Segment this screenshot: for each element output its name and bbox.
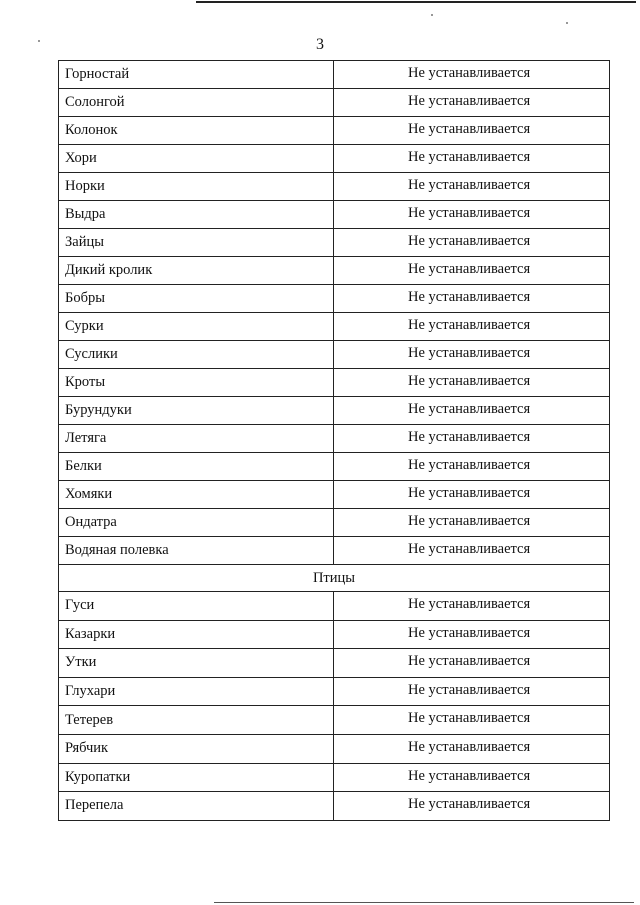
scan-top-rule — [196, 1, 636, 3]
species-name-cell: Водяная полевка — [59, 537, 334, 564]
table-row — [58, 481, 610, 509]
mammal-rows — [58, 61, 610, 565]
scan-speck — [431, 14, 433, 16]
species-name-cell: Суслики — [59, 341, 334, 368]
limit-status-cell: Не устанавливается — [408, 541, 531, 557]
limit-status-cell: Не устанавливается — [408, 177, 531, 193]
species-name-cell: Солонгой — [59, 89, 334, 116]
limit-status-cell: Не устанавливается — [408, 93, 531, 109]
limit-status-cell: Не устанавливается — [408, 205, 531, 221]
table-row — [58, 678, 610, 707]
scan-speck — [566, 22, 568, 24]
table-row — [58, 285, 610, 313]
table-row — [58, 201, 610, 229]
species-name-cell: Хори — [59, 145, 334, 172]
species-name-cell: Сурки — [59, 313, 334, 340]
species-name-cell: Казарки — [59, 621, 334, 649]
table-row — [58, 649, 610, 678]
limit-status-cell: Не устанавливается — [408, 681, 531, 698]
page-number: 3 — [316, 36, 324, 53]
limit-status-cell: Не устанавливается — [408, 65, 531, 81]
species-name-cell: Норки — [59, 173, 334, 200]
limit-status-cell: Не устанавливается — [408, 485, 531, 501]
quota-table — [58, 60, 610, 821]
species-name-cell: Тетерев — [59, 706, 334, 734]
table-row — [58, 229, 610, 257]
species-name-cell: Гуси — [59, 592, 334, 620]
table-row — [58, 369, 610, 397]
species-name-cell: Глухари — [59, 678, 334, 706]
species-name-cell: Куропатки — [59, 764, 334, 792]
table-row — [58, 706, 610, 735]
table-row — [58, 537, 610, 565]
limit-status-cell: Не устанавливается — [408, 796, 531, 813]
table-row — [58, 145, 610, 173]
limit-status-cell: Не устанавливается — [408, 289, 531, 305]
table-row — [58, 509, 610, 537]
table-row — [58, 425, 610, 453]
species-name-cell: Бобры — [59, 285, 334, 312]
limit-status-cell: Не устанавливается — [408, 261, 531, 277]
limit-status-cell: Не устанавливается — [408, 373, 531, 389]
limit-status-cell: Не устанавливается — [408, 401, 531, 417]
scan-bottom-rule — [214, 902, 634, 903]
limit-status-cell: Не устанавливается — [408, 596, 531, 612]
birds-section-header: Птицы — [58, 565, 610, 592]
species-name-cell: Выдра — [59, 201, 334, 228]
bird-rows — [58, 592, 610, 821]
table-row — [58, 173, 610, 201]
limit-status-cell: Не устанавливается — [408, 457, 531, 473]
limit-status-cell: Не устанавливается — [408, 121, 531, 137]
limit-status-cell: Не устанавливается — [408, 317, 531, 333]
table-row — [58, 792, 610, 821]
species-name-cell: Ондатра — [59, 509, 334, 536]
species-name-cell: Дикий кролик — [59, 257, 334, 284]
species-name-cell: Летяга — [59, 425, 334, 452]
species-name-cell: Белки — [59, 453, 334, 480]
table-row — [58, 735, 610, 764]
species-name-cell: Перепела — [59, 792, 334, 820]
table-row — [58, 621, 610, 650]
limit-status-cell: Не устанавливается — [408, 513, 531, 529]
limit-status-cell: Не устанавливается — [408, 233, 531, 249]
species-name-cell: Бурундуки — [59, 397, 334, 424]
limit-status-cell: Не устанавливается — [408, 653, 531, 670]
table-row — [58, 764, 610, 793]
limit-status-cell: Не устанавливается — [408, 710, 531, 727]
species-name-cell: Зайцы — [59, 229, 334, 256]
species-name-cell: Хомяки — [59, 481, 334, 508]
species-name-cell: Рябчик — [59, 735, 334, 763]
species-name-cell: Кроты — [59, 369, 334, 396]
table-row — [58, 61, 610, 89]
limit-status-cell: Не устанавливается — [408, 345, 531, 361]
table-row — [58, 313, 610, 341]
limit-status-cell: Не устанавливается — [408, 767, 531, 784]
species-name-cell: Горностай — [59, 61, 334, 88]
table-row — [58, 397, 610, 425]
table-row — [58, 341, 610, 369]
table-row — [58, 117, 610, 145]
limit-status-cell: Не устанавливается — [408, 429, 531, 445]
table-row — [58, 453, 610, 481]
species-name-cell: Колонок — [59, 117, 334, 144]
limit-status-cell: Не устанавливается — [408, 738, 531, 755]
table-row — [58, 89, 610, 117]
table-row — [58, 257, 610, 285]
species-name-cell: Утки — [59, 649, 334, 677]
limit-status-cell: Не устанавливается — [408, 149, 531, 165]
limit-status-cell: Не устанавливается — [408, 624, 531, 641]
table-row — [58, 592, 610, 621]
